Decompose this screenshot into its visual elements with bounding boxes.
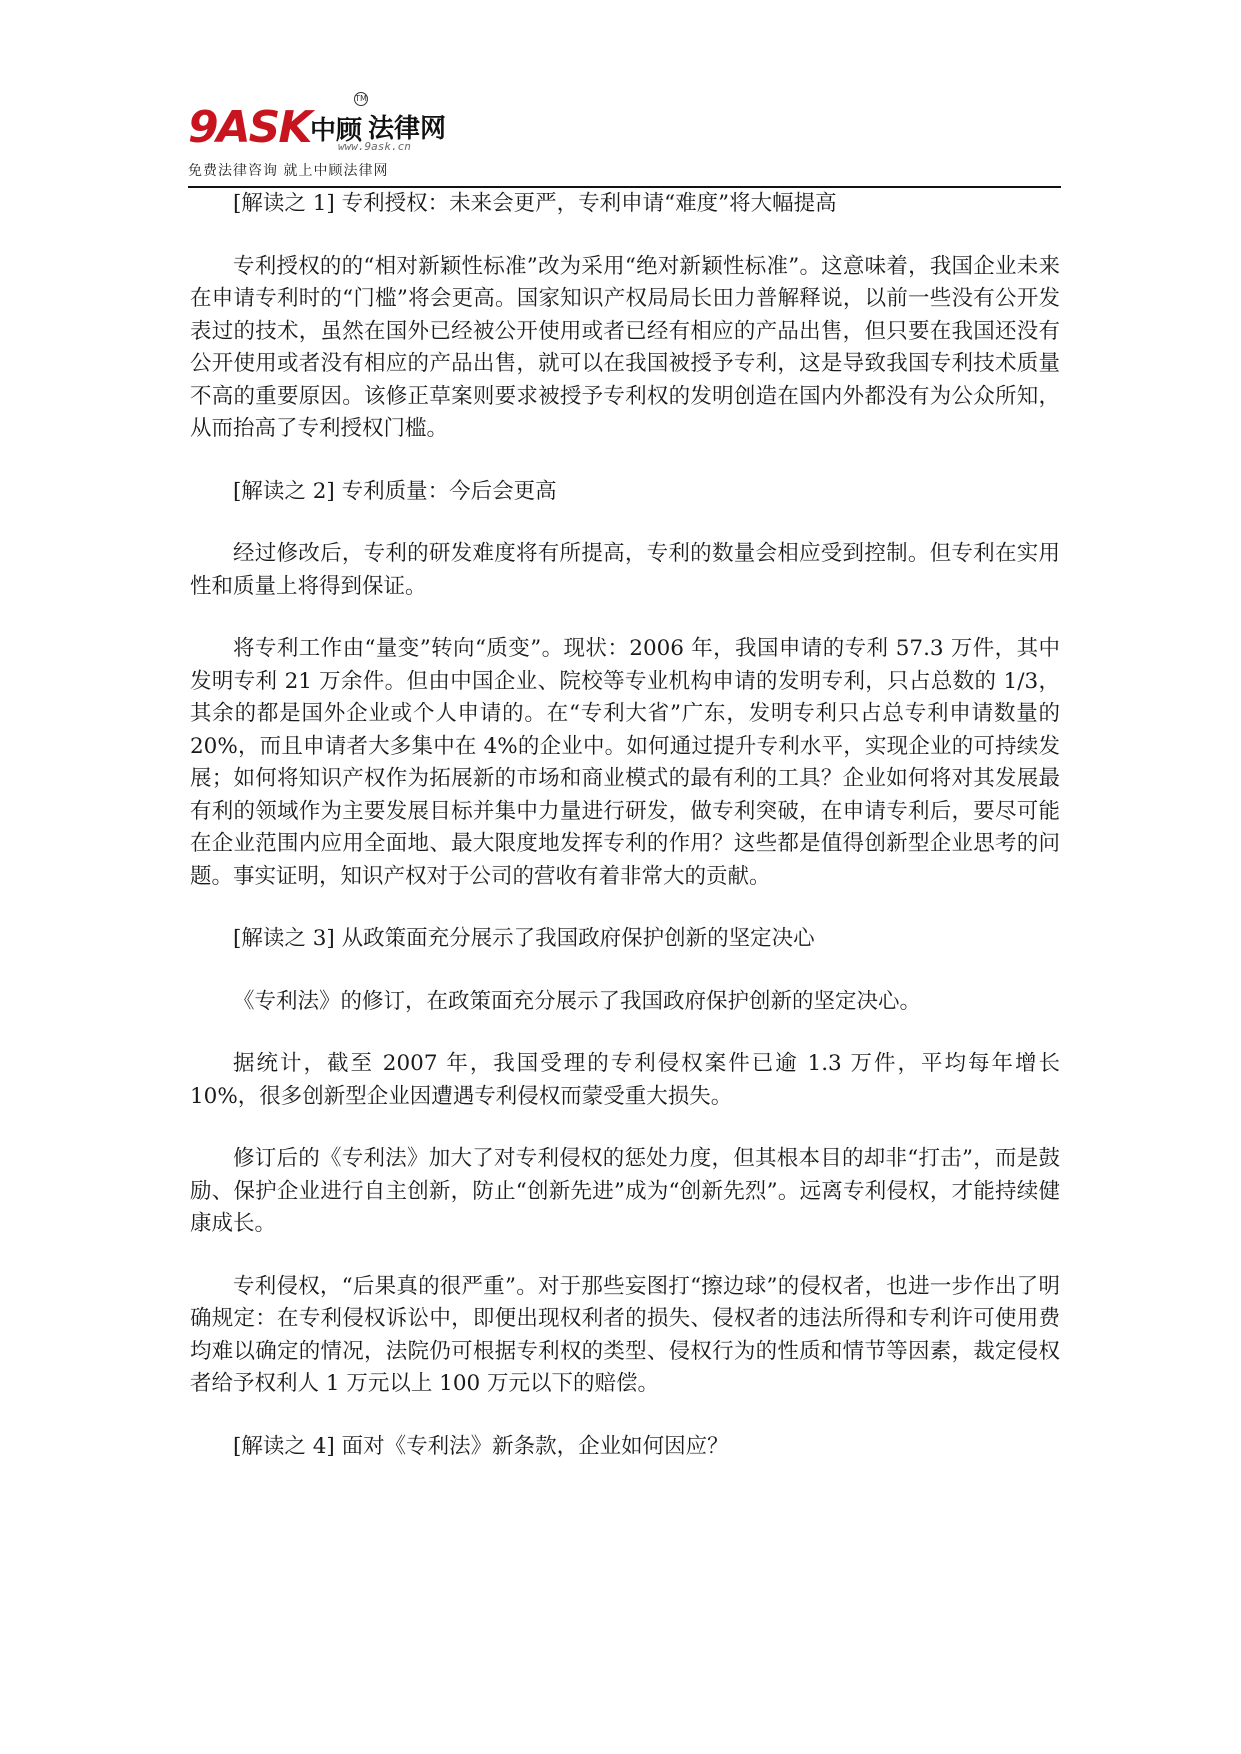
section-heading-3: [解读之 3] 从政策面充分展示了我国政府保护创新的坚定决心	[233, 926, 815, 951]
paragraph: 专利授权的的“相对新颖性标准”改为采用“绝对新颖性标准”。这意味着，我国企业未来在申请专利时的“门槛”将会更高。国家知识产权局局长田力普解释说，以前一些没有公开发表过的技术，虽然在国外已经被公开使用或者已经有相应的产品出售，但只要在我国还没有公开使用或者没有相应的产品出售，就可以在我国被授予专利，这是导致我国专利技术质量不高的重要原因。该修正草案则要求被授予专利权的发明创造在国内外都没有为公众所知，从而抬高了专利授权门槛。	[190, 253, 1060, 441]
logo-brand-law: 法律网	[368, 114, 447, 144]
site-header	[188, 92, 1061, 180]
section-heading-2: [解读之 2] 专利质量：今后会更高	[233, 478, 557, 504]
logo-url[interactable]: www.9ask.cn	[338, 140, 411, 153]
paragraph: 专利侵权，“后果真的很严重”。对于那些妄图打“擦边球”的侵权者，也进一步作出了明确规定：在专利侵权诉讼中，即便出现权利者的损失、侵权者的违法所得和专利许可使用费均难以确定的情况，法院仍可根据专利权的类型、侵权行为的性质和情节等因素，裁定侵权者给予权利人 1 万元以上 100 万元以下的赔偿。	[190, 1273, 1060, 1396]
document-body	[190, 188, 1060, 1463]
section-heading-4: [解读之 4] 面对《专利法》新条款，企业如何因应？	[233, 1433, 729, 1459]
trademark-icon: TM	[354, 92, 368, 106]
paragraph: 将专利工作由“量变”转向“质变”。现状：2006 年，我国申请的专利 57.3 万件，其中发明专利 21 万余件。但由中国企业、院校等专业机构申请的发明专利，只占总数的 1/3，其余的都是国外企业或个人申请的。在“专利大省”广东，发明专利只占总专利申请数量的 20%，而且申请者大多集中在 4%的企业中。如何通过提升专利水平，实现企业的可持续发展；如何将知识产权作为拓展新的市场和商业模式的最有利的工具？企业如何将对其发展最有利的领域作为主要发展目标并集中力量进行研发，做专利突破，在申请专利后，要尽可能在企业范围内应用全面地、最大限度地发挥专利的作用？这些都是值得创新型企业思考的问题。事实证明，知识产权对于公司的营收有着非常大的贡献。	[190, 636, 1060, 889]
paragraph: 《专利法》的修订，在政策面充分展示了我国政府保护创新的坚定决心。	[233, 988, 922, 1014]
logo-mark: 9ASK	[188, 102, 311, 153]
paragraph: 修订后的《专利法》加大了对专利侵权的惩处力度，但其根本目的却非“打击”，而是鼓励、保护企业进行自主创新，防止“创新先进”成为“创新先烈”。远离专利侵权，才能持续健康成长。	[190, 1146, 1060, 1236]
section-heading-1: [解读之 1] 专利授权：未来会更严，专利申请“难度”将大幅提高	[233, 191, 837, 216]
paragraph: 经过修改后，专利的研发难度将有所提高，专利的数量会相应受到控制。但专利在实用性和质量上将得到保证。	[190, 541, 1060, 599]
logo-brand-cn: 中顾	[310, 116, 363, 146]
paragraph: 据统计，截至 2007 年，我国受理的专利侵权案件已逾 1.3 万件，平均每年增长 10%，很多创新型企业因遭遇专利侵权而蒙受重大损失。	[190, 1051, 1060, 1109]
site-slogan: 免费法律咨询 就上中顾法律网	[188, 163, 389, 179]
site-logo[interactable]	[188, 92, 448, 154]
